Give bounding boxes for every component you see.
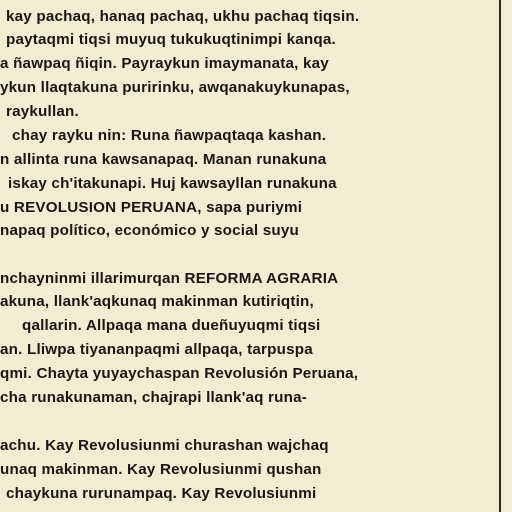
text-line-4: ykun llaqtakuna puririnku, awqanakuykunapas, <box>0 79 350 96</box>
text-line-2: paytaqmi tiqsi muyuq tukukuqtinimpi kanqa. <box>6 31 336 48</box>
text-line-15: qmi. Chayta yuyaychaspan Revolusión Peruana, <box>0 365 359 382</box>
text-line-3: a ñawpaq ñiqin. Payraykun imaymanata, kay <box>0 55 329 72</box>
text-line-6: chay rayku nin: Runa ñawpaqtaqa kashan. <box>12 127 327 144</box>
text-line-19: chaykuna rurunampaq. Kay Revolusiunmi <box>6 485 317 502</box>
text-line-10: napaq político, económico y social suyu <box>0 222 299 239</box>
text-line-11: nchayninmi illarimurqan REFORMA AGRARIA <box>0 270 339 287</box>
text-line-1: kay pachaq, hanaq pachaq, ukhu pachaq tiqsin. <box>6 8 360 25</box>
text-line-7: n allinta runa kawsanapaq. Manan runakuna <box>0 151 327 168</box>
text-line-12: akuna, llank'aqkunaq makinman kutiriqtin, <box>0 293 314 310</box>
text-line-8: iskay ch'itakunapi. Huj kawsayllan runakuna <box>8 175 337 192</box>
text-line-5: raykullan. <box>6 103 79 120</box>
text-line-18: unaq makinman. Kay Revolusiunmi qushan <box>0 461 322 478</box>
text-line-9: u REVOLUSION PERUANA, sapa puriymi <box>0 199 303 216</box>
text-line-13: qallarin. Allpaqa mana dueñuyuqmi tiqsi <box>22 317 321 334</box>
text-line-14: an. Lliwpa tiyananpaqmi allpaqa, tarpuspa <box>0 341 313 358</box>
column-divider <box>499 0 501 512</box>
text-line-16: cha runakunaman, chajrapi llank'aq runa- <box>0 389 308 406</box>
text-line-17: achu. Kay Revolusiunmi churashan wajchaq <box>0 437 329 454</box>
